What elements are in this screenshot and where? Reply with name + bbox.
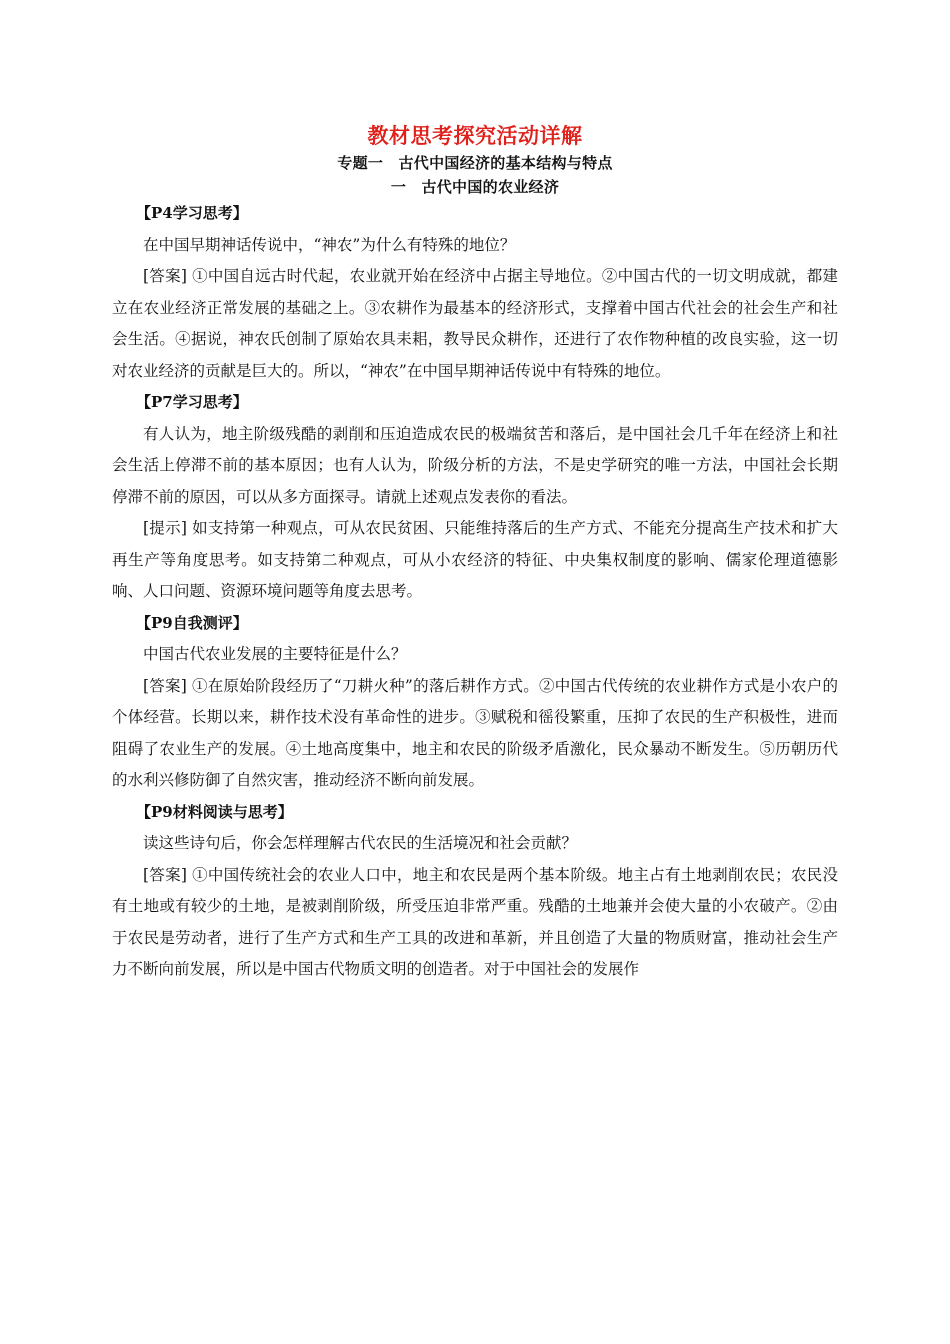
section-answer: [答案] ①中国传统社会的农业人口中，地主和农民是两个基本阶级。地主占有土地剥削农民；农民没有土地或有较少的土地，是被剥削阶级，所受压迫非常严重。残酷的土地兼并会使大量的小农破产。②由于农民是劳动者，进行了生产方式和生产工具的改进和革新，并且创造了大量的物质财富，推动社会生产力不断向前发展，所以是中国古代物质文明的创造者。对于中国社会的发展作 xyxy=(112,865,838,978)
section-question: 在中国早期神话传说中，“神农”为什么有特殊的地位？ xyxy=(143,235,516,254)
section-heading: 【P9自我测评】 xyxy=(136,613,248,632)
section-heading: 【P7学习思考】 xyxy=(136,393,248,411)
section-answer: [答案] ①在原始阶段经历了“刀耕火种”的落后耕作方式。②中国古代传统的农业耕作方式是小农户的个体经营。长期以来，耕作技术没有革命性的进步。③赋税和徭役繁重，压抑了农民的生产积极性，进而阻碍了农业生产的发展。④土地高度集中，地主和农民的阶级矛盾激化，民众暴动不断发生。⑤历朝历代的水利兴修防御了自然灾害，推动经济不断向前发展。 xyxy=(112,676,838,789)
section-heading: 【P9材料阅读与思考】 xyxy=(136,802,293,821)
section-question: 中国古代农业发展的主要特征是什么？ xyxy=(143,645,407,663)
section-question: 有人认为，地主阶级残酷的剥削和压迫造成农民的极端贫苦和落后，是中国社会几千年在经济上和社会生活上停滞不前的基本原因；也有人认为，阶级分析的方法，不是史学研究的唯一方法，中国社会长期停滞不前的原因，可以从多方面探寻。请就上述观点发表你的看法。 xyxy=(112,424,838,506)
document-body xyxy=(112,198,838,986)
topic-heading: 专题一 古代中国经济的基本结构与特点 xyxy=(337,154,613,172)
document-title: 教材思考探究活动详解 xyxy=(367,123,583,148)
section-heading: 【P4学习思考】 xyxy=(136,204,248,222)
section-answer: [提示] 如支持第一种观点，可从农民贫困、只能维持落后的生产方式、不能充分提高生产技术和扩大再生产等角度思考。如支持第二种观点，可从小农经济的特征、中央集权制度的影响、儒家伦理道德影响、人口问题、资源环境问题等角度去思考。 xyxy=(112,519,838,600)
section-question: 读这些诗句后，你会怎样理解古代农民的生活境况和社会贡献？ xyxy=(143,834,578,852)
section-answer: [答案] ①中国自远古时代起，农业就开始在经济中占据主导地位。②中国古代的一切文明成就，都建立在农业经济正常发展的基础之上。③农耕作为最基本的经济形式，支撑着中国古代社会的社会生产和社会生活。④据说，神农氏创制了原始农具耒耜，教导民众耕作，还进行了农作物种植的改良实验，这一切对农业经济的贡献是巨大的。所以，“神农”在中国早期神话传说中有特殊的地位。 xyxy=(112,267,838,380)
lesson-heading: 一 古代中国的农业经济 xyxy=(390,178,560,196)
